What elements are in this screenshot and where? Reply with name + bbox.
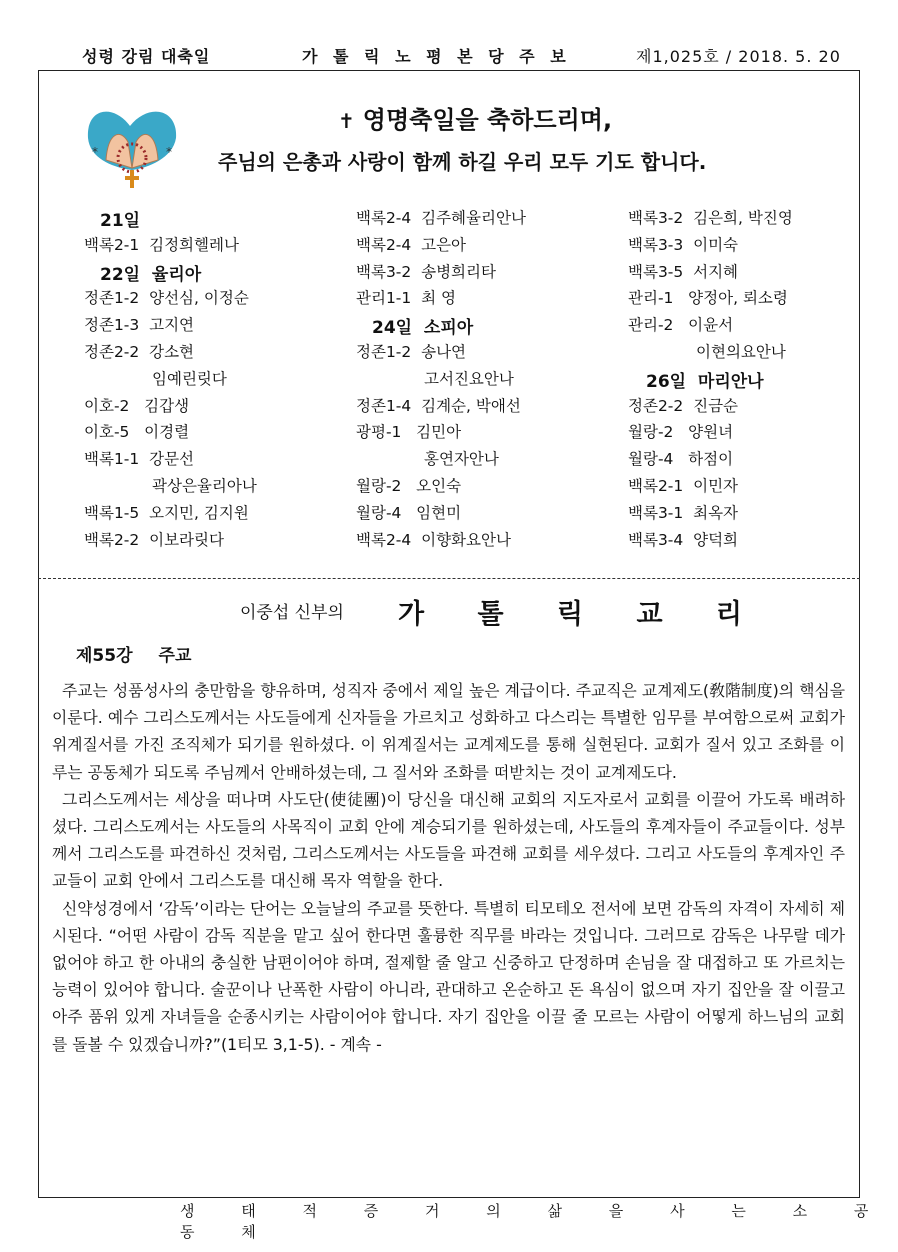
feast-day-heading: 21일 xyxy=(100,211,141,231)
feast-entry: 곽상은율리아나 xyxy=(152,477,257,495)
header-issue: 제1,025호 / 2018. 5. 20 xyxy=(636,47,841,66)
greeting-line-2: 주님의 은총과 사랑이 함께 하길 우리 모두 기도 합니다. xyxy=(218,150,707,174)
feast-entry: 백록2-4 고은아 xyxy=(356,235,467,254)
feast-entry: 정존1-2 송나연 xyxy=(356,343,467,361)
feast-day-heading: 22일 율리아 xyxy=(100,264,202,285)
feast-entry: 정존1-4 김계순, 박애선 xyxy=(356,396,521,415)
doctrine-title: 가 톨 릭 교 리 xyxy=(398,599,765,630)
feast-entry: 고서진요안나 xyxy=(424,369,514,388)
feast-entry: 광평-1 김민아 xyxy=(356,423,462,442)
feast-day-heading: 24일 소피아 xyxy=(372,318,474,339)
header-bulletin-title: 가 톨 릭 노 평 본 당 주 보 xyxy=(302,47,571,66)
paragraph: 신약성경에서 ‘감독’이라는 단어는 오늘날의 주교를 뜻한다. 특별히 티모테오 전서에 보면 감독의 자격이 자세히 제시된다. “어떤 사람이 감독 직분을 맡고 싶어 한다면 훌륭한 직무를 바라는 것입니다. 그러므로 감독은 나무랄 데가 없어야 하고 한 아내의 충실한 남편이어야 하며, 절제할 줄 알고 신중하고 단정하며 손님을 잘 대접하고 또 가르치는 능력이 있어야 합니다. 술꾼이나 난폭한 사람이 아니라, 관대하고 온순하고 돈 욕심이 없으며 자기 집안을 잘 이끌고 아주 품위 있게 자녀들을 순종시키는 사람이어야 합니다. 자기 집안을 이끌 줄 모르는 사람이 어떻게 하느님의 교회를 돌볼 수 있겠습니까?”(1티모 3,1-5). - 계속 - xyxy=(52,898,845,1054)
feast-entry: 백록2-2 이보라릿다 xyxy=(84,530,224,549)
feast-entry: 임예린릿다 xyxy=(152,369,227,388)
feast-entry: 월랑-4 하점이 xyxy=(628,450,734,469)
feast-entry: 월랑-2 오인숙 xyxy=(356,477,462,495)
lecturer-name: 이중섭 신부의 xyxy=(240,603,344,623)
feast-entry: 관리1-1 최 영 xyxy=(356,289,456,308)
paragraph: 주교는 성품성사의 충만함을 향유하며, 성직자 중에서 제일 높은 계급이다. 주교직은 교계제도(敎階制度)의 핵심을 이룬다. 예수 그리스도께서는 사도들에게 신자들을 가르치고 성화하고 다스리는 특별한 임무를 부여함으로써 교회가 위계질서를 가진 조직체가 되기를 원하셨다. 이 위계질서는 교계제도를 통해 실현된다. 교회가 질서 있고 조화를 이루는 공동체가 되도록 주님께서 안배하셨는데, 그 질서와 조화를 떠받치는 것이 교계제도다. xyxy=(52,681,845,782)
feast-entry: 백록1-5 오지민, 김지원 xyxy=(84,503,249,522)
feast-entry: 백록2-4 이향화요안나 xyxy=(356,530,511,549)
feast-entry: 이현의요안나 xyxy=(696,343,786,361)
feast-entry: 월랑-2 양원녀 xyxy=(628,423,734,442)
feast-entry: 관리-1 양정아, 뢰소령 xyxy=(628,289,788,308)
header-feast: 성령 강림 대축일 xyxy=(82,47,211,66)
feast-entry: 정존1-3 고지연 xyxy=(84,316,195,335)
feast-entry: 정존2-2 강소현 xyxy=(84,343,195,361)
feast-entry: 백록2-4 김주혜율리안나 xyxy=(356,209,526,227)
footer-motto: 생 태 적 증 거 의 삶 을 사 는 소 공 동 체 xyxy=(180,1202,871,1241)
feast-entry: 백록3-2 김은희, 박진영 xyxy=(628,209,793,227)
paragraph: 그리스도께서는 세상을 떠나며 사도단(使徒團)이 당신을 대신해 교회의 지도자로서 교회를 이끌어 가도록 배려하셨다. 그리스도께서는 사도들의 사목직이 교회 안에 계승되기를 원하셨는데, 사도들의 후계자들이 주교들이다. 성부께서 그리스도를 파견하신 것처럼, 그리스도께서는 사도들을 파견해 교회를 세우셨다. 그리고 사도들의 후계자인 주교들이 교회 안에서 그리스도를 대신해 목자 역할을 한다. xyxy=(52,789,845,891)
greeting-line-1-text: 영명축일을 축하드리며, xyxy=(362,106,613,134)
feast-day-heading: 26일 마리안나 xyxy=(646,371,764,392)
feast-entry: 관리-2 이윤서 xyxy=(628,316,734,335)
feast-entry: 정존2-2 진금순 xyxy=(628,396,739,415)
feast-entry: 홍연자안나 xyxy=(424,450,499,469)
doctrine-body xyxy=(52,677,845,1058)
lesson-heading xyxy=(76,641,217,666)
feast-entry: 백록1-1 강문선 xyxy=(84,450,195,469)
feast-entry: 백록3-1 최옥자 xyxy=(628,503,739,522)
praying-hands-logo xyxy=(78,98,186,190)
svg-text:*: * xyxy=(92,145,98,159)
lesson-number: 제55강 xyxy=(76,646,133,666)
feast-entry: 백록3-2 송병희리타 xyxy=(356,262,496,281)
feast-entry: 백록3-3 이미숙 xyxy=(628,235,739,254)
feast-entry: 월랑-4 임현미 xyxy=(356,503,462,522)
feast-entry: 백록2-1 김정희헬레나 xyxy=(84,235,239,254)
feast-entry: 백록2-1 이민자 xyxy=(628,477,739,495)
greeting-line-1 xyxy=(338,100,612,135)
section-divider xyxy=(38,578,860,579)
feast-entry: 백록3-5 서지혜 xyxy=(628,262,739,281)
feast-entry: 백록3-4 양덕희 xyxy=(628,530,739,549)
cross-icon: ✝ xyxy=(338,109,355,133)
feast-entry: 이호-5 이경렬 xyxy=(84,423,190,442)
feast-entry: 정존1-2 양선심, 이정순 xyxy=(84,289,249,308)
svg-text:*: * xyxy=(166,145,172,159)
lesson-title: 주교 xyxy=(158,646,192,666)
feast-entry: 이호-2 김갑생 xyxy=(84,396,190,415)
